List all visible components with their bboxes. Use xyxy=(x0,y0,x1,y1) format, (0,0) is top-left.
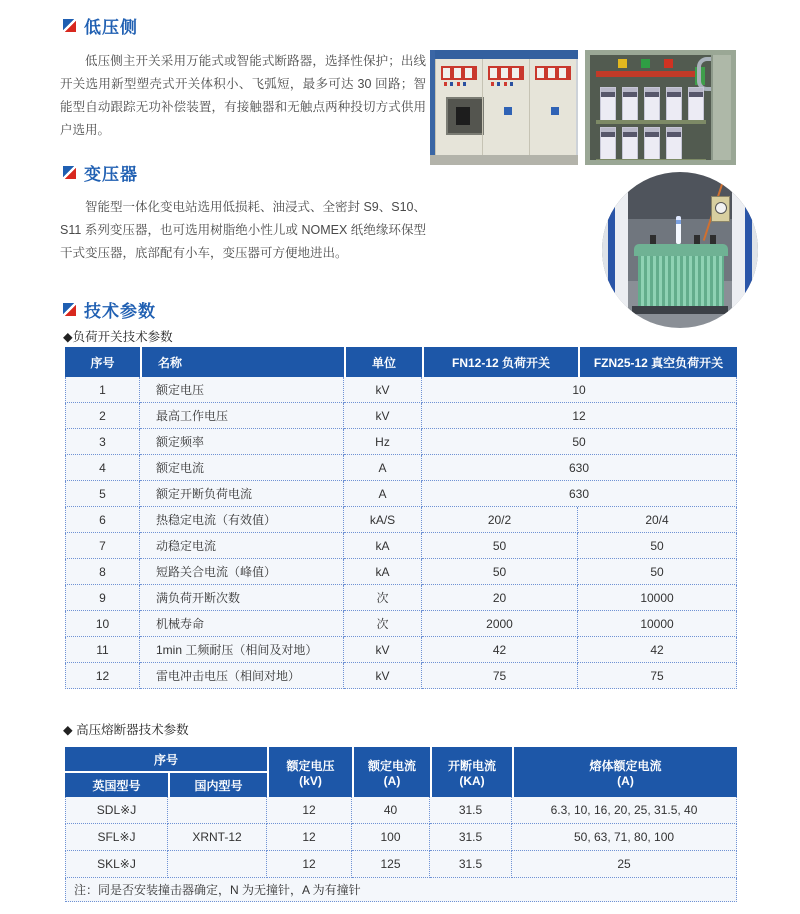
striped-panel-left xyxy=(602,172,628,328)
cabinet-panel xyxy=(529,59,576,155)
yellow-phase-cap xyxy=(618,59,627,68)
cell-value: 50 xyxy=(422,429,737,455)
table-note: 注：同是否安装撞击器确定，N 为无撞针，A 为有撞针 xyxy=(65,878,737,902)
fuse-table-caption: ◆ 高压熔断器技术参数 xyxy=(63,723,189,737)
cell-value: 10 xyxy=(422,377,737,403)
cell-name: 额定电压 xyxy=(140,377,344,403)
cell-name: 短路关合电流（峰值） xyxy=(140,559,344,585)
header-unit-label: (KA) xyxy=(459,773,485,788)
gauge-box xyxy=(711,196,730,222)
cell-name: 热稳定电流（有效值） xyxy=(140,507,344,533)
section-low-voltage-heading xyxy=(63,13,138,38)
fuse-table xyxy=(65,747,737,902)
capacitor-unit xyxy=(622,87,638,121)
cell-uk-model: SDL※J xyxy=(65,797,168,824)
striped-panel-right xyxy=(732,172,758,328)
panel-label-chip xyxy=(504,107,512,115)
cell-unit: kV xyxy=(344,637,422,663)
cell-no: 3 xyxy=(65,429,140,455)
cell-fuse-values: 25 xyxy=(512,851,737,878)
meter-strip xyxy=(488,66,524,80)
breaker-window xyxy=(446,97,484,135)
cell-no: 4 xyxy=(65,455,140,481)
table-row xyxy=(65,585,737,611)
header-unit-label: (A) xyxy=(383,773,401,788)
header-label: 额定电压 xyxy=(286,758,335,773)
cell-fzn-value: 42 xyxy=(578,637,737,663)
capacitor-unit xyxy=(600,127,616,161)
bushing xyxy=(650,235,656,244)
cell-value: 630 xyxy=(422,481,737,507)
header-fuse-current xyxy=(512,747,737,797)
cell-unit: A xyxy=(344,481,422,507)
cell-fn-value: 20 xyxy=(422,585,578,611)
table-row xyxy=(65,507,737,533)
cabinet-floor xyxy=(430,155,578,165)
table-header-row xyxy=(65,347,737,377)
gauge-dial xyxy=(715,202,727,214)
table-row xyxy=(65,533,737,559)
meter-strip xyxy=(441,66,477,80)
cell-fzn-value: 10000 xyxy=(578,611,737,637)
cell-breaking: 31.5 xyxy=(430,824,512,851)
table-row xyxy=(65,637,737,663)
table-row xyxy=(65,377,737,403)
table-header-row xyxy=(65,747,737,773)
cell-fzn-value: 50 xyxy=(578,559,737,585)
cell-current: 100 xyxy=(352,824,430,851)
switchgear-photo xyxy=(430,50,578,165)
table-row xyxy=(65,824,737,851)
section-marker-icon xyxy=(63,166,76,179)
transformer-base xyxy=(632,306,728,314)
shelf-board xyxy=(596,120,706,124)
panel-label-chip xyxy=(551,107,559,115)
cell-fn-value: 2000 xyxy=(422,611,578,637)
section-tech-params-heading xyxy=(63,297,156,322)
header-unit: 单位 xyxy=(344,347,422,377)
header-model-group: 序号 xyxy=(65,747,267,773)
cell-name: 额定电流 xyxy=(140,455,344,481)
cell-no: 5 xyxy=(65,481,140,507)
cell-unit: kA xyxy=(344,533,422,559)
cell-fn-value: 42 xyxy=(422,637,578,663)
cell-fzn-value: 75 xyxy=(578,663,737,689)
transformer-photo xyxy=(602,172,758,328)
header-label: 开断电流 xyxy=(448,758,497,773)
header-label: 额定电流 xyxy=(368,758,417,773)
cell-no: 6 xyxy=(65,507,140,533)
cell-fn-value: 75 xyxy=(422,663,578,689)
insulator xyxy=(676,216,681,244)
capacitor-unit xyxy=(644,87,660,121)
transformer-fins xyxy=(638,254,724,306)
cell-no: 2 xyxy=(65,403,140,429)
cell-domestic-model: XRNT-12 xyxy=(168,824,267,851)
cell-unit: kV xyxy=(344,377,422,403)
cell-fzn-value: 20/4 xyxy=(578,507,737,533)
cabinet-top-frame xyxy=(430,50,578,59)
cell-name: 最高工作电压 xyxy=(140,403,344,429)
cell-uk-model: SFL※J xyxy=(65,824,168,851)
cell-no: 9 xyxy=(65,585,140,611)
capacitor-unit xyxy=(600,87,616,121)
cabinet-body xyxy=(435,59,576,155)
capacitor-unit xyxy=(644,127,660,161)
cell-current: 125 xyxy=(352,851,430,878)
header-fzn25: FZN25-12 真空负荷开关 xyxy=(578,347,737,377)
cell-fn-value: 50 xyxy=(422,559,578,585)
cell-no: 1 xyxy=(65,377,140,403)
header-unit-label: (A) xyxy=(617,773,634,788)
section-marker-icon xyxy=(63,303,76,316)
table-row xyxy=(65,851,737,878)
cell-fuse-values: 6.3, 10, 16, 20, 25, 31.5, 40 xyxy=(512,797,737,824)
meter-strip xyxy=(535,66,571,80)
low-voltage-paragraph: 低压侧主开关采用万能式或智能式断路器，选择性保护；出线开关选用新型塑壳式开关体积小、飞弧短，最多可达 30 回路；智能型自动跟踪无功补偿装置，有接触器和无触点两种投切方式供用户选用。 xyxy=(60,54,426,137)
section-title: 技术参数 xyxy=(84,302,156,321)
header-label: 熔体额定电流 xyxy=(589,758,662,773)
cell-unit: 次 xyxy=(344,611,422,637)
cell-unit: kA/S xyxy=(344,507,422,533)
cell-voltage: 12 xyxy=(267,797,352,824)
shelf-board xyxy=(596,159,706,163)
table-row xyxy=(65,611,737,637)
header-unit-label: (kV) xyxy=(299,773,322,788)
section-marker-icon xyxy=(63,19,76,32)
cell-name: 额定频率 xyxy=(140,429,344,455)
load-switch-table xyxy=(65,347,737,689)
header-fn12: FN12-12 负荷开关 xyxy=(422,347,578,377)
cell-value: 630 xyxy=(422,455,737,481)
cell-no: 11 xyxy=(65,637,140,663)
cabinet-panel xyxy=(482,59,529,155)
cell-unit: A xyxy=(344,455,422,481)
cell-fzn-value: 10000 xyxy=(578,585,737,611)
cell-current: 40 xyxy=(352,797,430,824)
transformer-paragraph: 智能型一体化变电站选用低损耗、油浸式、全密封 S9、S10、S11 系列变压器，也可选用树脂绝小性儿或 NOMEX 纸绝缘环保型干式变压器，底部配有小车，变压器可方便地进出。 xyxy=(60,200,427,260)
table-row xyxy=(65,797,737,824)
capacitor-unit xyxy=(622,127,638,161)
cell-voltage: 12 xyxy=(267,851,352,878)
cell-unit: kV xyxy=(344,663,422,689)
table-note-row xyxy=(65,878,737,902)
load-switch-table-caption: ◆负荷开关技术参数 xyxy=(63,330,173,344)
capacitor-unit xyxy=(666,87,682,121)
cabinet-panel xyxy=(435,59,482,155)
cell-name: 额定开断负荷电流 xyxy=(140,481,344,507)
cell-voltage: 12 xyxy=(267,824,352,851)
table-row xyxy=(65,455,737,481)
capacitor-cabinet-photo xyxy=(585,50,736,165)
cell-name: 1min 工频耐压（相间及对地） xyxy=(140,637,344,663)
cell-breaking: 31.5 xyxy=(430,851,512,878)
table-row xyxy=(65,559,737,585)
phase-caps xyxy=(618,59,673,68)
table-row xyxy=(65,403,737,429)
bushing xyxy=(710,235,716,244)
cell-breaking: 31.5 xyxy=(430,797,512,824)
cell-domestic-model xyxy=(168,851,267,878)
capacitor-row xyxy=(600,127,682,161)
cell-value: 12 xyxy=(422,403,737,429)
bushing xyxy=(694,235,700,244)
cell-fn-value: 20/2 xyxy=(422,507,578,533)
section-title: 变压器 xyxy=(84,165,138,184)
green-phase-cap xyxy=(641,59,650,68)
busbar xyxy=(596,71,695,77)
table-row xyxy=(65,481,737,507)
cell-fn-value: 50 xyxy=(422,533,578,559)
indicator-lights xyxy=(491,82,516,86)
cabinet-door-edge xyxy=(711,55,731,160)
cell-name: 机械寿命 xyxy=(140,611,344,637)
cell-domestic-model xyxy=(168,797,267,824)
breaker-unit xyxy=(456,107,470,125)
cell-fuse-values: 50, 63, 71, 80, 100 xyxy=(512,824,737,851)
cell-fzn-value: 50 xyxy=(578,533,737,559)
header-breaking-current xyxy=(430,747,512,797)
section-title: 低压侧 xyxy=(84,18,138,37)
cell-uk-model: SKL※J xyxy=(65,851,168,878)
header-no: 序号 xyxy=(65,347,140,377)
cell-name: 满负荷开断次数 xyxy=(140,585,344,611)
transformer-tank xyxy=(634,244,728,256)
header-rated-current xyxy=(352,747,430,797)
header-uk-model: 英国型号 xyxy=(65,773,168,797)
red-phase-cap xyxy=(664,59,673,68)
header-name: 名称 xyxy=(140,347,344,377)
cell-unit: Hz xyxy=(344,429,422,455)
header-rated-voltage xyxy=(267,747,352,797)
cell-no: 7 xyxy=(65,533,140,559)
table-row xyxy=(65,663,737,689)
cell-no: 8 xyxy=(65,559,140,585)
capacitor-unit xyxy=(688,87,704,121)
capacitor-row xyxy=(600,87,704,121)
cell-no: 12 xyxy=(65,663,140,689)
cell-name: 动稳定电流 xyxy=(140,533,344,559)
cell-name: 雷电冲击电压（相间对地） xyxy=(140,663,344,689)
capacitor-unit xyxy=(666,127,682,161)
section-transformer-heading xyxy=(63,160,138,185)
table-row xyxy=(65,429,737,455)
indicator-lights xyxy=(444,82,469,86)
cell-no: 10 xyxy=(65,611,140,637)
header-domestic-model: 国内型号 xyxy=(168,773,267,797)
cell-unit: 次 xyxy=(344,585,422,611)
cell-unit: kV xyxy=(344,403,422,429)
cell-unit: kA xyxy=(344,559,422,585)
